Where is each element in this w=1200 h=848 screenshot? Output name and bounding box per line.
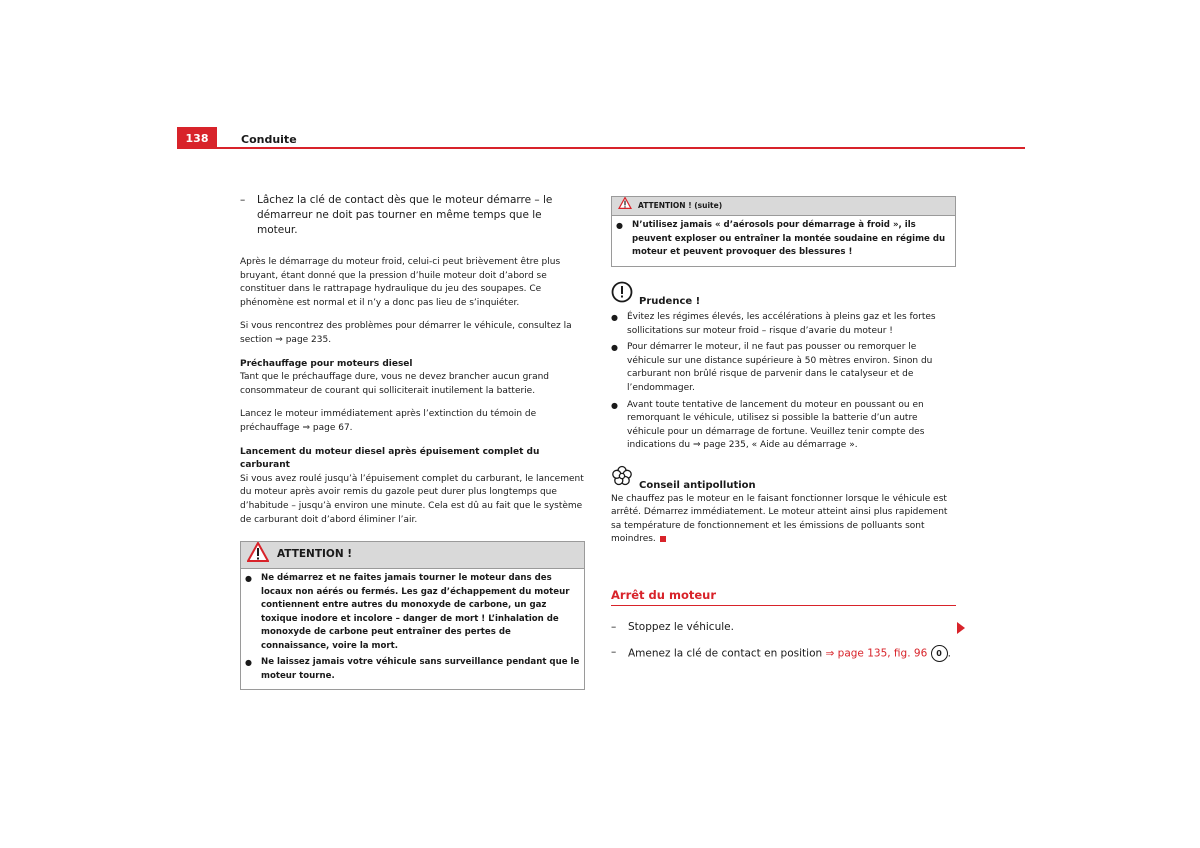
paragraph-start-problems <box>240 320 585 347</box>
bullet-icon: ● <box>245 574 252 584</box>
bullet-icon: ● <box>611 400 618 410</box>
page-reference-link[interactable]: page 235. <box>285 334 332 345</box>
arrow-icon: ⇒ <box>302 422 311 433</box>
eco-paragraph: Ne chauffez pas le moteur en le faisant fonctionner lorsque le véhicule est arrêté. Démarrez immédiatement. Le moteur atteint ainsi plus rapidement sa température de fonctionnement et les émissions de polluants sont moindres. <box>611 493 948 545</box>
warning-continued-title: ATTENTION ! (suite) <box>638 201 723 211</box>
caution-header <box>611 281 956 309</box>
paragraph-preheat-lamp <box>240 408 585 435</box>
warning-item <box>616 219 951 260</box>
caution-list <box>611 311 956 453</box>
header-rule <box>217 147 1025 149</box>
paragraph-text: Lancez le moteur immédiatement après l’extinction du témoin de préchauffage <box>240 409 537 433</box>
arrow-icon: ⇒ <box>825 647 835 660</box>
arrow-icon: ⇒ <box>275 334 283 345</box>
warning-continued-box <box>611 196 956 267</box>
eco-title: Conseil antipollution <box>639 480 756 492</box>
step-release-key <box>240 193 585 238</box>
step-text: Amenez la clé de contact en position <box>628 647 823 660</box>
warning-header <box>241 542 584 569</box>
step-key-position <box>611 645 956 662</box>
warning-box <box>240 541 585 690</box>
paragraph-diesel-empty: Si vous avez roulé jusqu’à l’épuisement complet du carburant, le lancement du moteur après avoir remis du gazole peut durer plus longtemps que d’habitude – jusqu’à environ une minute. Cela est dû au fait que le système de carburant doit d’abord éliminer l’air. <box>240 473 584 525</box>
step-text: Lâchez la clé de contact dès que le moteur démarre – le démarreur ne doit pas tourner en même temps que le moteur. <box>257 194 553 236</box>
caution-item-text: Pour démarrer le moteur, il ne faut pas pousser ou remorquer le véhicule sur une distance supérieure à 50 mètres environ. Sinon du carburant non brûlé risque de parvenir dans le catalyseur et de l’endommager. <box>627 342 933 394</box>
page-number: 138 <box>177 127 217 149</box>
warning-continued-header <box>612 197 955 216</box>
flower-icon <box>611 465 633 493</box>
eco-text <box>611 493 956 547</box>
step-end: . <box>947 647 951 660</box>
page-reference-link[interactable]: page 67. <box>312 422 353 433</box>
step-dash: – <box>240 194 246 206</box>
caution-title: Prudence ! <box>639 295 701 307</box>
warning-continued-body <box>612 216 955 266</box>
warning-item-text: Ne démarrez et ne faites jamais tourner le moteur dans des locaux non aérés ou fermés. Les gaz d’échappement du moteur contiennent entre autres du monoxyde de carbone, un gaz toxique inodore et incolore – danger de mort ! L’inhalation de monoxyde de carbone peut entraîner des pertes de connaissance, voire la mort. <box>261 573 570 651</box>
warning-triangle-icon <box>618 197 632 215</box>
subheading-preheating: Préchauffage pour moteurs diesel <box>240 358 413 369</box>
warning-item <box>245 656 580 683</box>
paragraph-cold-start: Après le démarrage du moteur froid, celui-ci peut brièvement être plus bruyant, étant donné que la pression d’huile moteur doit d’abord se constituer dans le rattrapage hydraulique du jeu des soupapes. Ce phénomène est normal et il n’y a donc pas lieu de s’inquiéter. <box>240 257 561 308</box>
bullet-icon: ● <box>611 313 618 323</box>
section-title-stop-engine: Arrêt du moteur <box>611 589 956 606</box>
warning-title: ATTENTION ! <box>277 548 353 561</box>
bullet-icon: ● <box>611 343 618 353</box>
position-zero-icon: 0 <box>931 645 948 662</box>
warning-item-text: N’utilisez jamais « d’aérosols pour démarrage à froid », ils peuvent exploser ou entraîner la montée soudaine en régime du moteur et peuvent provoquer des blessures ! <box>632 220 946 257</box>
warning-item-text: Ne laissez jamais votre véhicule sans surveillance pendant que le moteur tourne. <box>261 657 580 681</box>
paragraph-preheating: Tant que le préchauffage dure, vous ne devez brancher aucun grand consommateur de courant qui solliciterait inutilement la batterie. <box>240 372 550 396</box>
bullet-icon: ● <box>616 221 623 230</box>
warning-body <box>241 569 584 689</box>
caution-item-text: Avant toute tentative de lancement du moteur en poussant ou en remorquant le véhicule, utilisez si possible la batterie d’un autre véhicule pour un démarrage de fortune. Veuillez tenir compte des indications du ⇒ page 235, « Aide au démarrage ». <box>627 399 925 451</box>
left-column <box>240 193 585 690</box>
step-dash: – <box>611 620 617 633</box>
chapter-title: Conduite <box>241 133 297 146</box>
step-dash: – <box>611 645 617 658</box>
step-text: Stoppez le véhicule. <box>628 620 734 633</box>
end-mark-icon <box>660 536 666 542</box>
figure-reference-link[interactable]: page 135, fig. 96 <box>837 647 928 660</box>
paragraph-text: Si vous rencontrez des problèmes pour démarrer le véhicule, consultez la section <box>240 321 572 345</box>
caution-item-text: Évitez les régimes élevés, les accélérations à pleins gaz et les fortes sollicitations sur moteur froid – risque d’avarie du moteur ! <box>627 312 936 336</box>
caution-item <box>611 341 956 395</box>
caution-item <box>611 311 956 338</box>
step-stop-vehicle <box>611 620 956 635</box>
right-column <box>611 196 956 662</box>
eco-header <box>611 465 956 493</box>
caution-exclamation-icon <box>611 281 633 309</box>
warning-triangle-icon <box>247 542 269 568</box>
caution-item <box>611 399 956 453</box>
step-content <box>628 645 951 662</box>
warning-item <box>245 572 580 653</box>
next-page-arrow-icon[interactable] <box>957 622 965 634</box>
subheading-diesel-empty: Lancement du moteur diesel après épuisement complet du carburant <box>240 446 540 471</box>
bullet-icon: ● <box>245 658 252 668</box>
